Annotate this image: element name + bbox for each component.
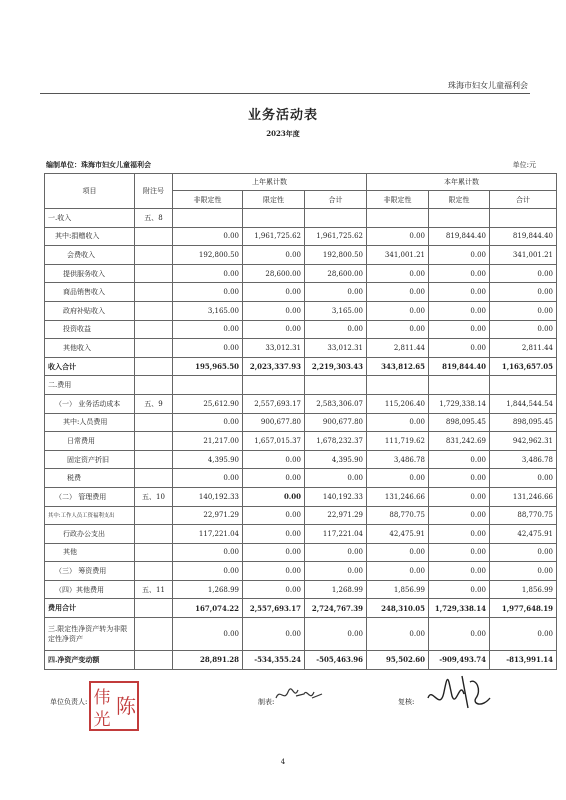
row-item-name: 四.净资产变动额	[45, 651, 135, 670]
table-row	[45, 246, 557, 265]
cell-pu: 0.00	[173, 320, 243, 339]
cell-ct: 42,475.91	[490, 525, 557, 544]
cell-cu: 0.00	[367, 301, 429, 320]
row-item-name: 其中:工作人员工资福利支出	[45, 506, 135, 525]
row-note-ref: 五、9	[135, 394, 173, 413]
row-note-ref	[135, 264, 173, 283]
cell-cr: 0.00	[429, 450, 490, 469]
cell-pt: 140,192.33	[305, 487, 367, 506]
report-title: 业务活动表	[247, 108, 318, 123]
cell-pu: 0.00	[173, 227, 243, 246]
cell-cr: 0.00	[429, 618, 490, 651]
cell-ct: 819,844.40	[490, 227, 557, 246]
row-note-ref	[135, 376, 173, 395]
cell-pt: 0.00	[305, 562, 367, 581]
table-row	[45, 525, 557, 544]
cell-pr: 0.00	[243, 450, 305, 469]
cell-cu: 248,310.05	[367, 599, 429, 618]
cell-cr: 0.00	[429, 543, 490, 562]
footer-preparer-label: 制表:	[258, 698, 275, 706]
cell-cr: 0.00	[429, 525, 490, 544]
row-note-ref	[135, 506, 173, 525]
cell-cr: 819,844.40	[429, 227, 490, 246]
cell-ct: 1,977,648.19	[490, 599, 557, 618]
cell-cr: 0.00	[429, 301, 490, 320]
cell-pr: 0.00	[243, 301, 305, 320]
row-item-name: （三） 筹资费用	[45, 562, 135, 581]
cell-pr: 28,600.00	[243, 264, 305, 283]
row-item-name: 行政办公支出	[45, 525, 135, 544]
row-item-name: 政府补贴收入	[45, 301, 135, 320]
row-item-name: 收入合计	[45, 357, 135, 376]
cell-pt: 900,677.80	[305, 413, 367, 432]
cell-pt: 0.00	[305, 320, 367, 339]
cell-pr	[243, 209, 305, 228]
row-note-ref	[135, 301, 173, 320]
cell-pr: 0.00	[243, 580, 305, 599]
table-row	[45, 469, 557, 488]
cell-pu: 22,971.29	[173, 506, 243, 525]
cell-cu: 1,856.99	[367, 580, 429, 599]
cell-ct: 341,001.21	[490, 246, 557, 265]
cell-cr: 898,095.45	[429, 413, 490, 432]
row-note-ref	[135, 413, 173, 432]
compiler-label: 编制单位：珠海市妇女儿童福利会	[46, 160, 151, 169]
row-item-name: 投资收益	[45, 320, 135, 339]
svg-text:光: 光	[93, 710, 111, 730]
table-row	[45, 209, 557, 228]
table-row	[45, 357, 557, 376]
cell-ct: 0.00	[490, 562, 557, 581]
cell-pu: 28,891.28	[173, 651, 243, 670]
row-note-ref	[135, 357, 173, 376]
row-note-ref	[135, 599, 173, 618]
row-item-name: 商品销售收入	[45, 283, 135, 302]
cell-pt: 117,221.04	[305, 525, 367, 544]
row-note-ref	[135, 651, 173, 670]
cell-pr: 0.00	[243, 283, 305, 302]
cell-ct: 0.00	[490, 320, 557, 339]
row-item-name: 其中:人员费用	[45, 413, 135, 432]
cell-pr: 0.00	[243, 487, 305, 506]
svg-text:陈: 陈	[116, 694, 136, 718]
cell-pu	[173, 376, 243, 395]
report-year: 2023年度	[266, 129, 300, 138]
row-note-ref	[135, 432, 173, 451]
cell-cu: 0.00	[367, 283, 429, 302]
cell-cu: 0.00	[367, 413, 429, 432]
cell-cu: 0.00	[367, 618, 429, 651]
row-item-name: 日常费用	[45, 432, 135, 451]
cell-cr: -909,493.74	[429, 651, 490, 670]
cell-pt: 2,583,306.07	[305, 394, 367, 413]
cell-cr: 0.00	[429, 283, 490, 302]
table-row	[45, 618, 557, 651]
table-row	[45, 339, 557, 358]
cell-cu: 0.00	[367, 264, 429, 283]
table-row	[45, 264, 557, 283]
table-row	[45, 562, 557, 581]
cell-pu: 0.00	[173, 264, 243, 283]
reviewer-signature	[418, 668, 498, 722]
cell-pt: 33,012.31	[305, 339, 367, 358]
row-item-name: （一） 业务活动成本	[45, 394, 135, 413]
cell-pr: 0.00	[243, 562, 305, 581]
cell-cr: 0.00	[429, 264, 490, 283]
cell-cu: 42,475.91	[367, 525, 429, 544]
col-curr-year-group: 本年累计数	[367, 174, 557, 191]
header-org-name: 珠海市妇女儿童福利会	[448, 81, 528, 90]
cell-pu: 0.00	[173, 618, 243, 651]
cell-pr: 1,657,015.37	[243, 432, 305, 451]
cell-cr: 0.00	[429, 469, 490, 488]
cell-cr: 831,242.69	[429, 432, 490, 451]
row-item-name: （四）其他费用	[45, 580, 135, 599]
col-curr-unrestricted: 非限定性	[367, 191, 429, 209]
personal-seal-stamp	[88, 680, 140, 732]
cell-pu	[173, 209, 243, 228]
table-row	[45, 506, 557, 525]
cell-ct: 0.00	[490, 469, 557, 488]
table-row	[45, 599, 557, 618]
cell-ct: 0.00	[490, 618, 557, 651]
cell-cr	[429, 209, 490, 228]
cell-pt	[305, 209, 367, 228]
table-row	[45, 227, 557, 246]
row-note-ref: 五、10	[135, 487, 173, 506]
cell-cr: 0.00	[429, 487, 490, 506]
cell-pu: 0.00	[173, 283, 243, 302]
cell-ct: 942,962.31	[490, 432, 557, 451]
row-note-ref	[135, 469, 173, 488]
cell-pr: 2,023,337.93	[243, 357, 305, 376]
col-prev-unrestricted: 非限定性	[173, 191, 243, 209]
cell-pt: -505,463.96	[305, 651, 367, 670]
cell-cu: 0.00	[367, 469, 429, 488]
cell-ct: 3,486.78	[490, 450, 557, 469]
table-row	[45, 450, 557, 469]
row-note-ref	[135, 339, 173, 358]
cell-pr: 0.00	[243, 469, 305, 488]
row-item-name: 二.费用	[45, 376, 135, 395]
cell-pr	[243, 376, 305, 395]
cell-ct: 1,844,544.54	[490, 394, 557, 413]
cell-pr: 33,012.31	[243, 339, 305, 358]
cell-cu: 115,206.40	[367, 394, 429, 413]
cell-cr: 0.00	[429, 320, 490, 339]
table-row	[45, 413, 557, 432]
cell-ct	[490, 209, 557, 228]
row-item-name: 会费收入	[45, 246, 135, 265]
cell-pu: 0.00	[173, 469, 243, 488]
cell-pu: 1,268.99	[173, 580, 243, 599]
cell-pu: 0.00	[173, 543, 243, 562]
row-note-ref	[135, 320, 173, 339]
row-note-ref	[135, 283, 173, 302]
cell-pt: 0.00	[305, 543, 367, 562]
row-note-ref: 五、8	[135, 209, 173, 228]
row-note-ref: 五、11	[135, 580, 173, 599]
footer-reviewer-label: 复核:	[398, 698, 415, 706]
table-row	[45, 432, 557, 451]
col-item-header: 项目	[45, 174, 135, 209]
row-note-ref	[135, 618, 173, 651]
currency-unit: 单位:元	[512, 161, 536, 169]
cell-pr: -534,355.24	[243, 651, 305, 670]
cell-pt: 0.00	[305, 618, 367, 651]
cell-cu: 0.00	[367, 543, 429, 562]
cell-pt: 2,219,303.43	[305, 357, 367, 376]
cell-pr: 0.00	[243, 320, 305, 339]
row-item-name: 固定资产折旧	[45, 450, 135, 469]
row-item-name: 一.收入	[45, 209, 135, 228]
cell-cu: 3,486.78	[367, 450, 429, 469]
row-item-name: 三.限定性净资产转为非限定性净资产	[45, 618, 135, 651]
cell-pu: 192,800.50	[173, 246, 243, 265]
table-row	[45, 283, 557, 302]
cell-ct: 2,811.44	[490, 339, 557, 358]
row-item-name: 税费	[45, 469, 135, 488]
cell-ct	[490, 376, 557, 395]
col-curr-restricted: 限定性	[429, 191, 490, 209]
cell-pr: 0.00	[243, 543, 305, 562]
cell-cr: 0.00	[429, 580, 490, 599]
cell-cu: 343,812.65	[367, 357, 429, 376]
preparer-signature	[274, 682, 324, 710]
cell-pr: 0.00	[243, 618, 305, 651]
col-note-header: 附注号	[135, 174, 173, 209]
col-prev-total: 合计	[305, 191, 367, 209]
page-number: 4	[280, 758, 286, 766]
row-item-name: 其他收入	[45, 339, 135, 358]
cell-pu: 25,612.90	[173, 394, 243, 413]
cell-ct: 0.00	[490, 301, 557, 320]
col-prev-year-group: 上年累计数	[173, 174, 367, 191]
footer-leader-label: 单位负责人:	[50, 698, 88, 706]
cell-pr: 2,557,693.17	[243, 394, 305, 413]
row-note-ref	[135, 450, 173, 469]
table-row	[45, 376, 557, 395]
cell-pr: 2,557,693.17	[243, 599, 305, 618]
cell-cu: 111,719.62	[367, 432, 429, 451]
cell-cr: 1,729,338.14	[429, 394, 490, 413]
table-row	[45, 580, 557, 599]
cell-pu: 21,217.00	[173, 432, 243, 451]
cell-pr: 0.00	[243, 525, 305, 544]
cell-pt: 0.00	[305, 469, 367, 488]
cell-pr: 1,961,725.62	[243, 227, 305, 246]
cell-ct: 88,770.75	[490, 506, 557, 525]
cell-cu: 88,770.75	[367, 506, 429, 525]
cell-pu: 167,074.22	[173, 599, 243, 618]
col-curr-total: 合计	[490, 191, 557, 209]
activity-statement-table	[44, 173, 557, 670]
cell-cu: 0.00	[367, 562, 429, 581]
table-row	[45, 651, 557, 670]
cell-cu: 131,246.66	[367, 487, 429, 506]
cell-ct: 0.00	[490, 543, 557, 562]
row-note-ref	[135, 525, 173, 544]
cell-pu: 0.00	[173, 562, 243, 581]
cell-pu: 117,221.04	[173, 525, 243, 544]
cell-cr: 0.00	[429, 246, 490, 265]
cell-pt: 1,678,232.37	[305, 432, 367, 451]
cell-pt: 22,971.29	[305, 506, 367, 525]
table-row	[45, 320, 557, 339]
cell-pt	[305, 376, 367, 395]
cell-cr	[429, 376, 490, 395]
cell-pu: 195,965.50	[173, 357, 243, 376]
cell-pt: 3,165.00	[305, 301, 367, 320]
row-note-ref	[135, 562, 173, 581]
table-row	[45, 543, 557, 562]
cell-pu: 140,192.33	[173, 487, 243, 506]
cell-ct: 898,095.45	[490, 413, 557, 432]
cell-cu: 2,811.44	[367, 339, 429, 358]
cell-pu: 3,165.00	[173, 301, 243, 320]
row-note-ref	[135, 543, 173, 562]
row-note-ref	[135, 246, 173, 265]
row-item-name: 提供服务收入	[45, 264, 135, 283]
cell-cu	[367, 209, 429, 228]
row-item-name: 其中:捐赠收入	[45, 227, 135, 246]
cell-pu: 0.00	[173, 339, 243, 358]
cell-ct: 1,163,657.05	[490, 357, 557, 376]
row-item-name: 费用合计	[45, 599, 135, 618]
table-row	[45, 301, 557, 320]
cell-pu: 0.00	[173, 413, 243, 432]
cell-ct: 131,246.66	[490, 487, 557, 506]
row-item-name: （二） 管理费用	[45, 487, 135, 506]
svg-text:伟: 伟	[93, 688, 111, 708]
col-prev-restricted: 限定性	[243, 191, 305, 209]
table-row	[45, 394, 557, 413]
cell-pr: 0.00	[243, 246, 305, 265]
cell-ct: 0.00	[490, 264, 557, 283]
row-note-ref	[135, 227, 173, 246]
cell-pu: 4,395.90	[173, 450, 243, 469]
cell-cu: 95,502.60	[367, 651, 429, 670]
cell-cu	[367, 376, 429, 395]
cell-ct: -813,991.14	[490, 651, 557, 670]
row-item-name: 其他	[45, 543, 135, 562]
cell-cr: 819,844.40	[429, 357, 490, 376]
cell-cr: 0.00	[429, 506, 490, 525]
cell-pt: 0.00	[305, 283, 367, 302]
cell-cr: 1,729,338.14	[429, 599, 490, 618]
cell-pt: 4,395.90	[305, 450, 367, 469]
cell-pt: 28,600.00	[305, 264, 367, 283]
cell-ct: 1,856.99	[490, 580, 557, 599]
cell-pt: 192,800.50	[305, 246, 367, 265]
cell-pt: 1,268.99	[305, 580, 367, 599]
cell-pt: 2,724,767.39	[305, 599, 367, 618]
cell-cr: 0.00	[429, 562, 490, 581]
cell-pt: 1,961,725.62	[305, 227, 367, 246]
cell-ct: 0.00	[490, 283, 557, 302]
cell-cu: 0.00	[367, 227, 429, 246]
cell-pr: 0.00	[243, 506, 305, 525]
cell-cu: 341,001.21	[367, 246, 429, 265]
cell-cr: 0.00	[429, 339, 490, 358]
table-row	[45, 487, 557, 506]
header-divider	[40, 93, 530, 94]
cell-pr: 900,677.80	[243, 413, 305, 432]
cell-cu: 0.00	[367, 320, 429, 339]
